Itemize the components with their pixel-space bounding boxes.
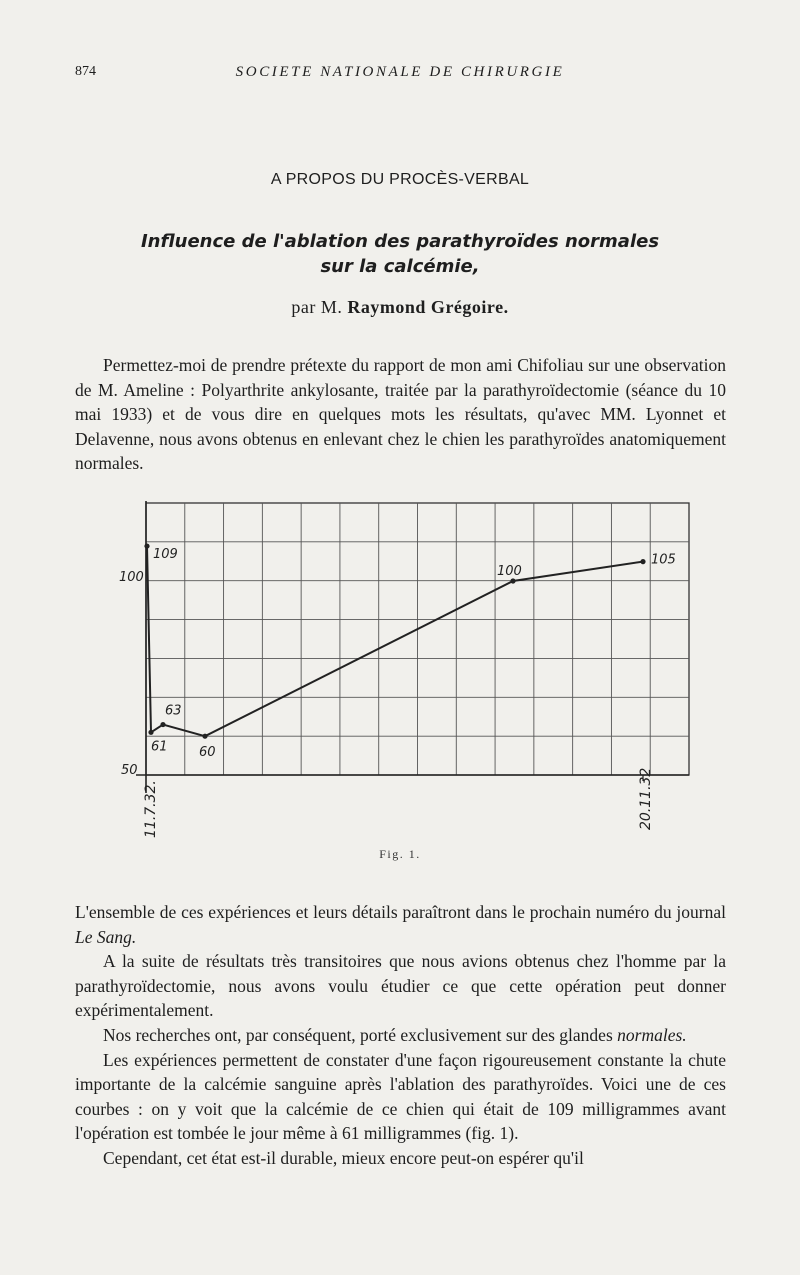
article-title-line-1: Influence de l'ablation des parathyroïdes normales bbox=[140, 231, 660, 252]
body-text bbox=[75, 900, 726, 1171]
paragraph-1-text: L'ensemble de ces expériences et leurs détails paraîtront dans le prochain numéro du journal bbox=[75, 902, 726, 922]
figure-caption: Fig. 1. bbox=[379, 847, 421, 861]
chart-grid bbox=[146, 503, 689, 775]
chart-axes bbox=[136, 501, 689, 793]
paragraph-3-italic: normales. bbox=[617, 1024, 687, 1045]
y-tick-label-50: 50 bbox=[121, 763, 138, 778]
paragraph-4: Les expériences permettent de constater d'une façon rigoureusement constante la chute importante de la calcémie sanguine après l'ablation des parathyroïdes. Voici une de ces courbes : on y voit que la calcémie de ce chien qui était de 109 milligrammes avant l'opération est tombée le jour même à 61 milligrammes (fig. 1). bbox=[75, 1049, 726, 1144]
chart-svg bbox=[0, 488, 800, 848]
data-label-105: 105 bbox=[651, 552, 676, 568]
running-title: SOCIETE NATIONALE DE CHIRURGIE bbox=[235, 64, 565, 80]
byline-prefix: par M. bbox=[291, 297, 343, 317]
data-label-63: 63 bbox=[165, 703, 182, 719]
data-label-61: 61 bbox=[151, 739, 168, 755]
data-point-63 bbox=[160, 722, 165, 727]
series-line bbox=[147, 546, 643, 736]
intro-paragraph-block bbox=[75, 353, 726, 476]
data-point-60 bbox=[202, 734, 207, 739]
author-name: Raymond Grégoire. bbox=[347, 297, 509, 317]
byline bbox=[0, 297, 800, 318]
journal-name: Le Sang. bbox=[75, 926, 137, 947]
data-label-60: 60 bbox=[199, 745, 216, 761]
intro-paragraph: Permettez-moi de prendre prétexte du rapport de mon ami Chifoliau sur une observation de M. Ameline : Polyarthrite ankylosante, traitée par la parathyroïdectomie (séance du 10 mai 1933) et de vous dire en quelques mots les résultats, qu'avec MM. Lyonnet et Delavenne, nous avons obtenus en enlevant chez le chien les parathyroïdes anatomiquement normales. bbox=[75, 355, 726, 474]
paragraph-2: A la suite de résultats très transitoires que nous avions obtenus chez l'homme par la parathyroïdectomie, nous avons voulu étudier ce que cette opération peut donner expérimentalement. bbox=[75, 951, 726, 1021]
data-label-100: 100 bbox=[497, 564, 522, 579]
section-title: A PROPOS DU PROCÈS-VERBAL bbox=[270, 171, 530, 188]
x-tick-label-start: 11.7.32. bbox=[143, 780, 159, 838]
article-title-line-2: sur la calcémie, bbox=[320, 256, 480, 277]
paragraph-3-text: Nos recherches ont, par conséquent, porté exclusivement sur des glandes bbox=[103, 1024, 618, 1045]
article-title bbox=[0, 229, 800, 279]
y-tick-label-100: 100 bbox=[119, 570, 144, 585]
calcemia-chart bbox=[0, 488, 800, 853]
data-label-109: 109 bbox=[153, 547, 178, 563]
data-point-100 bbox=[510, 578, 515, 583]
data-point-109 bbox=[144, 543, 149, 548]
paragraph-3 bbox=[75, 1023, 726, 1048]
data-point-105 bbox=[640, 559, 645, 564]
data-labels bbox=[151, 547, 676, 760]
paragraph-1 bbox=[75, 900, 726, 949]
x-tick-label-end: 20.11.32 bbox=[638, 767, 654, 830]
running-header bbox=[75, 64, 725, 86]
page-number: 874 bbox=[75, 64, 96, 79]
paragraph-5: Cependant, cet état est-il durable, mieux encore peut-on espérer qu'il bbox=[103, 1147, 584, 1168]
data-point-61 bbox=[148, 730, 153, 735]
